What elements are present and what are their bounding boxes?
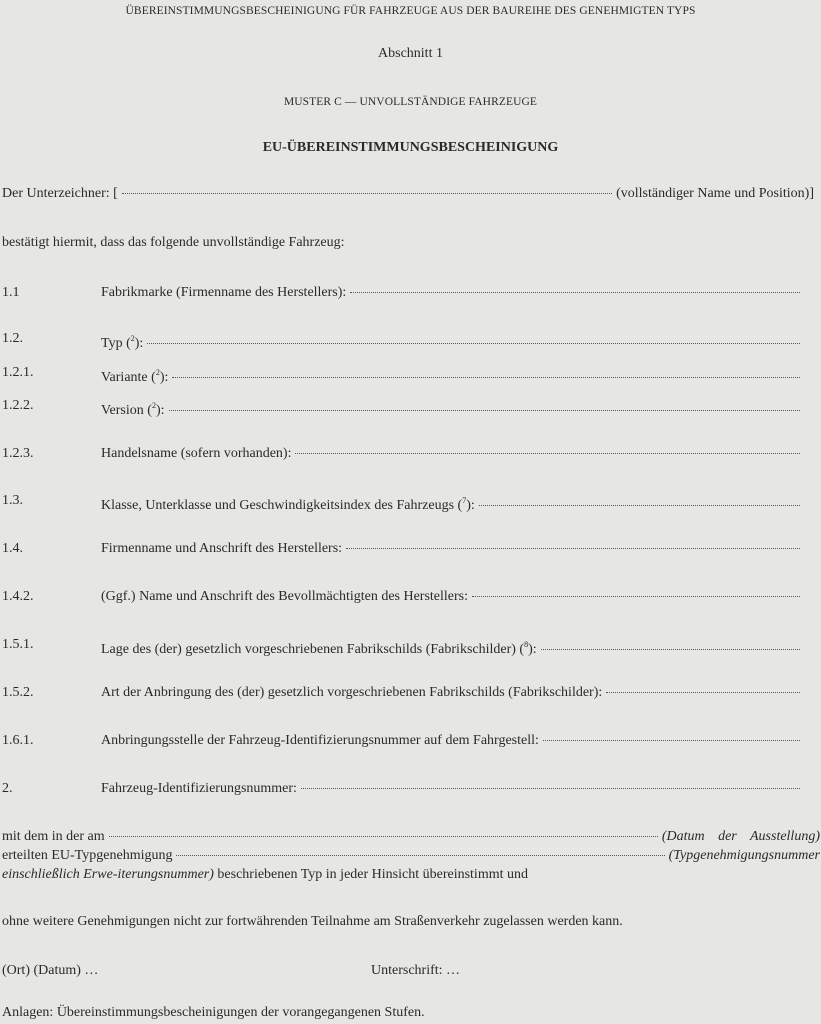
field-label-closing: ): [134, 336, 144, 351]
field-number: 1.4.2. [2, 589, 34, 604]
issued-line [2, 847, 820, 865]
approval-line [2, 828, 820, 846]
dotted-entry-field[interactable] [295, 452, 800, 454]
field-label-closing: ): [159, 370, 169, 385]
field-label-text: Version ( [101, 403, 152, 418]
field-content [101, 780, 800, 798]
field-row [0, 636, 800, 657]
field-content [101, 732, 800, 750]
field-label [101, 540, 342, 558]
field-label [101, 330, 143, 353]
field-row [0, 588, 800, 606]
field-label-text: Typ ( [101, 336, 131, 351]
footnote-ref: 2 [151, 401, 156, 410]
dotted-entry-field[interactable] [172, 376, 800, 378]
field-label-text: Anbringungsstelle der Fahrzeug-Identifizierungsnummer auf dem Fahrgestell: [101, 733, 539, 748]
no-further-approval-text: ohne weitere Genehmigungen nicht zur fortwährenden Teilnahme am Straßenverkehr zugelassen werden kann. [2, 914, 623, 929]
field-label [101, 397, 165, 420]
field-row [0, 330, 800, 351]
field-label-text: Klasse, Unterklasse und Geschwindigkeitsindex des Fahrzeugs ( [101, 498, 463, 513]
signer-suffix: (vollständiger Name und Position)] [616, 186, 814, 201]
field-label [101, 684, 602, 702]
field-label-text: Art der Anbringung des (der) gesetzlich vorgeschriebenen Fabrikschilds (Fabrikschilder): [101, 685, 603, 700]
field-number: 1.5.1. [2, 637, 34, 652]
dotted-entry-field[interactable] [606, 691, 800, 693]
field-label-closing: ): [528, 642, 537, 657]
field-number: 1.5.2. [2, 685, 34, 700]
field-number: 1.2. [2, 331, 23, 346]
top-caption: ÜBEREINSTIMMUNGSBESCHEINIGUNG FÜR FAHRZEUGE AUS DER BAUREIHE DES GENEHMIGTEN TYPS [125, 5, 696, 17]
dotted-entry-field[interactable] [350, 291, 800, 293]
footnote-ref: 2 [130, 334, 135, 343]
section-heading: Abschnitt 1 [378, 46, 443, 61]
field-label-text: Fahrzeug-Identifizierungsnummer: [101, 781, 297, 796]
dotted-entry-field[interactable] [301, 787, 800, 789]
dotted-entry-field[interactable] [346, 547, 800, 549]
field-label-closing: ): [155, 403, 165, 418]
footnote-ref: 8 [524, 640, 529, 649]
field-label [101, 284, 346, 302]
model-heading: MUSTER C — UNVOLLSTÄNDIGE FAHRZEUGE [283, 96, 538, 108]
field-content [101, 588, 800, 606]
dotted-entry-field[interactable] [472, 595, 800, 597]
including-italic: einschließlich Erwe-iterungsnummer) [2, 867, 214, 882]
dotted-entry-field[interactable] [147, 342, 800, 344]
approval-suffix: (Datum der Ausstellung) [661, 829, 820, 844]
signature-field[interactable]: Unterschrift: … [371, 963, 461, 978]
field-label [101, 732, 539, 750]
dotted-entry-field[interactable] [541, 648, 800, 650]
confirms-text: bestätigt hiermit, dass das folgende unvollständige Fahrzeug: [2, 235, 345, 250]
field-number: 1.2.1. [2, 365, 34, 380]
footnote-ref: 7 [462, 496, 467, 505]
field-content [101, 492, 800, 515]
field-label [101, 636, 537, 659]
field-row [0, 284, 800, 302]
field-content [101, 684, 800, 702]
place-date-field[interactable]: (Ort) (Datum) … [2, 963, 99, 978]
field-label-closing: ): [466, 498, 475, 513]
field-label [101, 780, 297, 798]
field-content [101, 397, 800, 420]
field-label-text: Lage des (der) gesetzlich vorgeschriebenen Fabrikschilds (Fabrikschilder) ( [101, 642, 525, 657]
signer-dotted-field[interactable] [122, 192, 612, 194]
field-number: 1.1 [2, 285, 20, 300]
field-number: 2. [2, 781, 13, 796]
dotted-entry-field[interactable] [479, 504, 800, 506]
including-rest: beschriebenen Typ in jeder Hinsicht übereinstimmt und [213, 867, 528, 882]
signer-prefix: Der Unterzeichner: [ [2, 186, 118, 201]
field-number: 1.2.3. [2, 446, 34, 461]
attachments-text: Anlagen: Übereinstimmungsbescheinigungen der vorangegangenen Stufen. [2, 1005, 425, 1020]
issued-prefix: erteilten EU-Typgenehmigung [2, 848, 173, 863]
field-label-text: Firmenname und Anschrift des Herstellers: [101, 541, 343, 556]
field-content [101, 364, 800, 387]
footnote-ref: 2 [155, 368, 160, 377]
field-content [101, 330, 800, 353]
approval-dotted-field[interactable] [109, 835, 658, 837]
issued-suffix: (Typgenehmigungsnummer [668, 848, 820, 863]
approval-prefix: mit dem in der am [2, 829, 105, 844]
field-label [101, 445, 291, 463]
including-line [2, 866, 528, 884]
field-label-text: Variante ( [101, 370, 156, 385]
document-title: EU-ÜBEREINSTIMMUNGSBESCHEINIGUNG [262, 140, 559, 155]
field-number: 1.6.1. [2, 733, 34, 748]
field-content [101, 540, 800, 558]
dotted-entry-field[interactable] [543, 739, 800, 741]
field-content [101, 284, 800, 302]
field-row [0, 684, 800, 702]
field-row [0, 397, 800, 418]
field-label [101, 364, 168, 387]
field-content [101, 445, 800, 463]
field-label [101, 588, 468, 606]
field-label-text: Fabrikmarke (Firmenname des Herstellers): [101, 285, 347, 300]
field-content [101, 636, 800, 659]
field-row [0, 540, 800, 558]
field-label [101, 492, 475, 515]
field-number: 1.3. [2, 493, 23, 508]
issued-dotted-field[interactable] [176, 854, 664, 856]
signer-line [2, 185, 814, 203]
field-row [0, 780, 800, 798]
field-label-text: (Ggf.) Name und Anschrift des Bevollmächtigten des Herstellers: [101, 589, 469, 604]
field-row [0, 364, 800, 385]
dotted-entry-field[interactable] [169, 409, 801, 411]
field-number: 1.4. [2, 541, 23, 556]
field-label-text: Handelsname (sofern vorhanden): [101, 446, 292, 461]
field-row [0, 445, 800, 463]
field-row [0, 492, 800, 513]
field-row [0, 732, 800, 750]
field-number: 1.2.2. [2, 398, 34, 413]
